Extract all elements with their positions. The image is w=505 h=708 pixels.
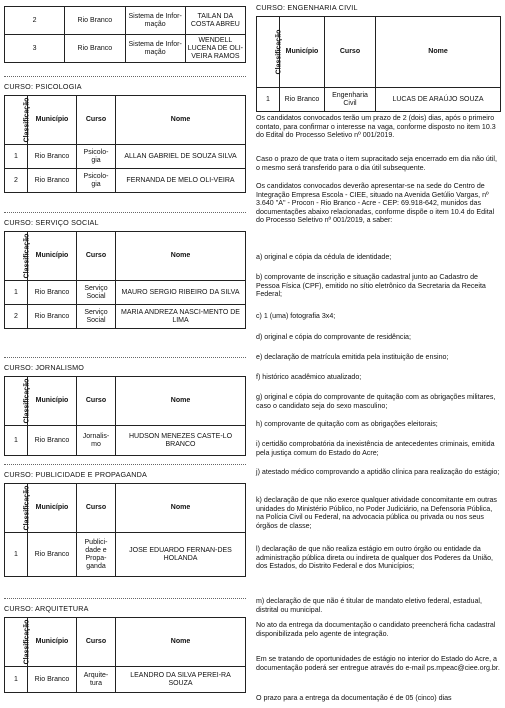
section-title: CURSO: ARQUITETURA: [4, 604, 89, 613]
header-municipio: Município: [28, 232, 77, 281]
results-table: [256, 16, 501, 112]
section-title: CURSO: PSICOLOGIA: [4, 82, 82, 91]
cell-municipio: Rio Branco: [65, 7, 125, 35]
table-header-row: [5, 618, 246, 667]
paragraph-9: g) original e cópia do comprovante de quitação com as obrigações militares, caso o candidato seja do sexo masculino;: [256, 393, 496, 410]
header-nome: Nome: [376, 17, 501, 88]
paragraph-17: Em se tratando de oportunidades de estágio no interior do Estado do Acre, a documentação poderá ser entregue através do e-mail ps.mpeac@ciee.org.br.: [256, 655, 500, 672]
paragraph-16: No ato da entrega da documentação o candidato preencherá ficha cadastral disponibilizada pelo agente de integração.: [256, 621, 496, 638]
paragraph-10: h) comprovante de quitação com as obrigações eleitorais;: [256, 420, 438, 428]
paragraph-15: m) declaração de que não é titular de mandato eletivo federal, estadual, distrital ou municipal.: [256, 597, 482, 614]
cell-municipio: Rio Branco: [28, 667, 77, 693]
header-nome: Nome: [116, 96, 246, 145]
results-table: [4, 95, 246, 193]
cell-curso: Arquite-tura: [77, 667, 116, 693]
table-row: [5, 145, 246, 169]
section-title: CURSO: ENGENHARIA CIVIL: [256, 3, 358, 12]
paragraph-1: Caso o prazo de que trata o item supracitado seja encerrado em dia não útil, o mesmo será transferido para o dia útil subsequente.: [256, 155, 497, 172]
paragraph-7: e) declaração de matrícula emitida pela instituição de ensino;: [256, 353, 449, 361]
cell-nome: LUCAS DE ARAÚJO SOUZA: [376, 88, 501, 112]
cell-curso: Jornalis-mo: [77, 426, 116, 456]
results-table: [4, 231, 246, 329]
header-classificacao: Classificação: [5, 484, 28, 533]
table-header-row: [5, 232, 246, 281]
paragraph-8: f) histórico acadêmico atualizado;: [256, 373, 362, 381]
results-table: [4, 617, 246, 693]
table-header-row: [257, 17, 501, 88]
table-row: [5, 7, 246, 35]
cell-classificacao: 2: [5, 7, 65, 35]
paragraph-14: l) declaração de que não realiza estágio em outro órgão ou entidade da administração pública direta ou indireta de qualquer dos Poderes da União, dos Estados, do Distrito Federal e dos Municípios;: [256, 545, 494, 571]
cell-nome: WENDELL LUCENA DE OLI-VEIRA RAMOS: [185, 35, 245, 63]
section-3: [4, 470, 246, 577]
paragraph-0: Os candidatos convocados terão um prazo de 2 (dois) dias, após o primeiro contato, para confirmar o interesse na vaga, conforme disposto no item 10.3 do Edital do Processo Seletivo nº 001/2019.: [256, 114, 496, 140]
table-row: [5, 305, 246, 329]
table-header-row: [5, 377, 246, 426]
header-curso: Curso: [77, 232, 116, 281]
cell-classificacao: 1: [5, 533, 28, 577]
table-header-row: [5, 484, 246, 533]
cell-nome: TAILAN DA COSTA ABREU: [185, 7, 245, 35]
cell-classificacao: 1: [5, 667, 28, 693]
header-municipio: Município: [28, 96, 77, 145]
cell-nome: ALLAN GABRIEL DE SOUZA SILVA: [116, 145, 246, 169]
cell-nome: MARIA ANDREZA NASCI-MENTO DE LIMA: [116, 305, 246, 329]
cell-municipio: Rio Branco: [28, 281, 77, 305]
paragraph-18: O prazo para a entrega da documentação é de 05 (cinco) dias: [256, 694, 452, 702]
cell-curso: Serviço Social: [77, 305, 116, 329]
cell-municipio: Rio Branco: [65, 35, 125, 63]
header-municipio: Município: [280, 17, 325, 88]
cell-municipio: Rio Branco: [28, 426, 77, 456]
header-curso: Curso: [77, 484, 116, 533]
cell-nome: FERNANDA DE MELO OLI-VEIRA: [116, 169, 246, 193]
cell-classificacao: 1: [5, 145, 28, 169]
cell-municipio: Rio Branco: [280, 88, 325, 112]
header-nome: Nome: [116, 232, 246, 281]
section-title: CURSO: PUBLICIDADE E PROPAGANDA: [4, 470, 148, 479]
header-classificacao: Classificação: [5, 96, 28, 145]
section-0: [4, 82, 246, 193]
table-row: [257, 88, 501, 112]
cell-classificacao: 1: [5, 281, 28, 305]
paragraph-13: k) declaração de que não exerce qualquer atividade concomitante em outras unidades do Ministério Público, no Poder Judiciário, na Defensoria Pública, na Polícia Civil ou Federal, na advocacia pública ou privada ou nos seus órgãos de classe;: [256, 496, 497, 530]
cell-municipio: Rio Branco: [28, 169, 77, 193]
table-row: [5, 169, 246, 193]
paragraph-4: b) comprovante de inscrição e situação cadastral junto ao Cadastro de Pessoa Física (CPF), emitido no sítio eletrônico da Secretaria da Receita Federal;: [256, 273, 486, 299]
cell-curso: Serviço Social: [77, 281, 116, 305]
cell-nome: HUDSON MENEZES CASTE-LO BRANCO: [116, 426, 246, 456]
section-engenharia-civil: [256, 3, 501, 112]
results-table: [4, 483, 246, 577]
paragraph-2: Os candidatos convocados deverão apresentar-se na sede do Centro de Integração Empresa Escola - CIEE, situado na Avenida Getúlio Vargas, nº 3.640 "A" - Procon - Rio Branco - Acre - CEP: 69.918-642, munidos das documentações abaixo relacionadas, conforme dispõe o item 10.4 do Edital do Processo Seletivo nº 001/2019, a saber:: [256, 182, 495, 225]
table-row: [5, 281, 246, 305]
cell-classificacao: 2: [5, 305, 28, 329]
section-4: [4, 604, 246, 693]
header-curso: Curso: [77, 618, 116, 667]
cell-nome: LEANDRO DA SILVA PEREI-RA SOUZA: [116, 667, 246, 693]
section-title: CURSO: JORNALISMO: [4, 363, 85, 372]
cell-municipio: Rio Branco: [28, 533, 77, 577]
header-curso: Curso: [77, 377, 116, 426]
cell-classificacao: 1: [257, 88, 280, 112]
section-2: [4, 363, 246, 456]
cell-curso: Psicolo-gia: [77, 169, 116, 193]
table-row: [5, 35, 246, 63]
table-sistema-informacao: [4, 6, 246, 63]
paragraph-12: j) atestado médico comprovando a aptidão clínica para realização do estágio;: [256, 468, 500, 476]
table-header-row: [5, 96, 246, 145]
cell-nome: MAURO SERGIO RIBEIRO DA SILVA: [116, 281, 246, 305]
cell-curso: Engenharia Civil: [325, 88, 376, 112]
header-nome: Nome: [116, 377, 246, 426]
paragraph-6: d) original e cópia do comprovante de residência;: [256, 333, 411, 341]
header-classificacao: Classificação: [5, 232, 28, 281]
cell-classificacao: 2: [5, 169, 28, 193]
header-municipio: Município: [28, 377, 77, 426]
cell-municipio: Rio Branco: [28, 145, 77, 169]
paragraph-5: c) 1 (uma) fotografia 3x4;: [256, 312, 336, 320]
cell-curso: Psicolo-gia: [77, 145, 116, 169]
cell-curso: Publici-dade e Propa-ganda: [77, 533, 116, 577]
header-nome: Nome: [116, 618, 246, 667]
cell-municipio: Rio Branco: [28, 305, 77, 329]
header-classificacao: Classificação: [5, 618, 28, 667]
table-row: [5, 533, 246, 577]
cell-nome: JOSE EDUARDO FERNAN-DES HOLANDA: [116, 533, 246, 577]
paragraph-3: a) original e cópia da cédula de identidade;: [256, 253, 392, 261]
cell-curso: Sistema de Infor-mação: [125, 7, 185, 35]
header-classificacao: Classificação: [5, 377, 28, 426]
header-municipio: Município: [28, 618, 77, 667]
cell-classificacao: 1: [5, 426, 28, 456]
header-nome: Nome: [116, 484, 246, 533]
header-curso: Curso: [325, 17, 376, 88]
table-row: [5, 426, 246, 456]
paragraph-11: i) certidão comprobatória da inexistência de antecedentes criminais, emitida pela justiça comum do Estado do Acre;: [256, 440, 495, 457]
header-classificacao: Classificação: [257, 17, 280, 88]
header-municipio: Município: [28, 484, 77, 533]
section-title: CURSO: SERVIÇO SOCIAL: [4, 218, 99, 227]
cell-curso: Sistema de Infor-mação: [125, 35, 185, 63]
results-table: [4, 376, 246, 456]
cell-classificacao: 3: [5, 35, 65, 63]
header-curso: Curso: [77, 96, 116, 145]
table-row: [5, 667, 246, 693]
section-1: [4, 218, 246, 329]
